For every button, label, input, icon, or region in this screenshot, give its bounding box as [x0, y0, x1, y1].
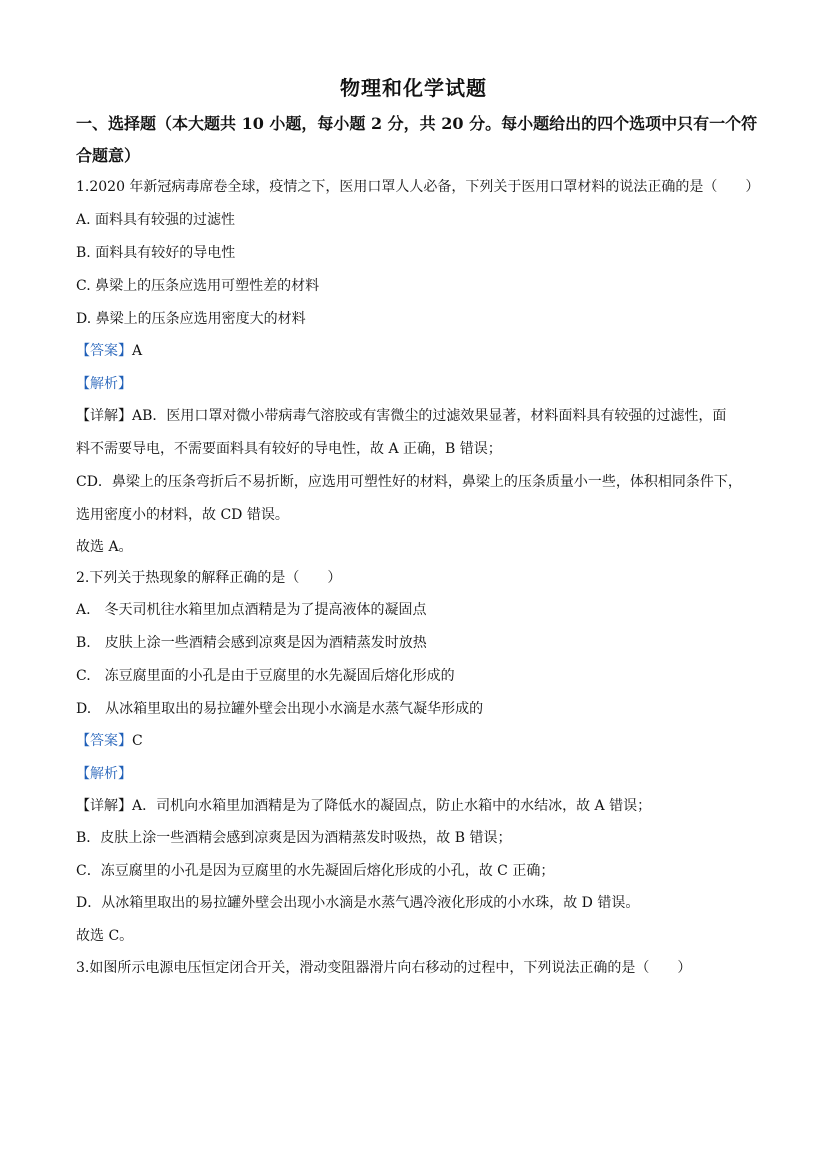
answer-tag: 【答案】 [76, 733, 132, 749]
question-1-option-c: C. 鼻梁上的压条应选用可塑性差的材料 [76, 278, 320, 294]
question-1-option-d: D. 鼻梁上的压条应选用密度大的材料 [76, 311, 306, 327]
question-1-detail-line-1 [76, 406, 760, 426]
question-2-detail-line-1 [76, 796, 760, 816]
question-1-answer [76, 341, 760, 361]
question-2-option-d: D. 从冰箱里取出的易拉罐外壁会出现小水滴是水蒸气凝华形成的 [76, 701, 484, 717]
answer-value: A [132, 343, 143, 359]
question-1-stem: 1.2020 年新冠病毒席卷全球，疫情之下，医用口罩人人必备，下列关于医用口罩材料的说法正确的是（ ） [76, 179, 760, 195]
question-2-stem: 2.下列关于热现象的解释正确的是（ ） [76, 570, 342, 586]
question-2-answer [76, 731, 760, 751]
question-1-analysis-tag: 【解析】 [76, 376, 132, 392]
answer-tag: 【答案】 [76, 343, 132, 359]
detail-text: AB．医用口罩对微小带病毒气溶胶或有害微尘的过滤效果显著，材料面料具有较强的过滤性，面 [132, 408, 727, 424]
question-2-option-a: A. 冬天司机往水箱里加点酒精是为了提高液体的凝固点 [76, 602, 427, 618]
question-1-detail-line-4: 选用密度小的材料，故 CD 错误。 [76, 507, 289, 523]
answer-value: C [132, 733, 143, 749]
detail-tag: 【详解】 [76, 798, 132, 814]
question-2-detail-line-2: B．皮肤上涂一些酒精会感到凉爽是因为酒精蒸发时吸热，故 B 错误； [76, 830, 512, 846]
question-2-analysis-tag: 【解析】 [76, 766, 132, 782]
question-1-detail-line-2: 料不需要导电，不需要面料具有较好的导电性，故 A 正确，B 错误； [76, 441, 502, 457]
section-heading: 一、选择题（本大题共 10 小题，每小题 2 分，共 20 分。每小题给出的四个选项中只有一个符合题意） [76, 114, 758, 165]
detail-tag: 【详解】 [76, 408, 132, 424]
question-1-option-b: B. 面料具有较好的导电性 [76, 245, 236, 261]
question-2-detail-line-3: C．冻豆腐里的小孔是因为豆腐里的水先凝固后熔化形成的小孔，故 C 正确； [76, 863, 555, 879]
question-2-option-b: B. 皮肤上涂一些酒精会感到凉爽是因为酒精蒸发时放热 [76, 635, 427, 651]
question-1-option-a: A. 面料具有较强的过滤性 [76, 212, 236, 228]
question-2-detail-line-4: D．从冰箱里取出的易拉罐外壁会出现小水滴是水蒸气遇冷液化形成的小水珠，故 D 错误。 [76, 895, 640, 911]
question-3-stem: 3.如图所示电源电压恒定闭合开关，滑动变阻器滑片向右移动的过程中，下列说法正确的是（ ） [76, 960, 692, 976]
page-title: 物理和化学试题 [340, 76, 487, 100]
question-1-conclusion: 故选 A。 [76, 539, 133, 555]
question-1-detail-line-3: CD．鼻梁上的压条弯折后不易折断，应选用可塑性好的材料，鼻梁上的压条质量小一些，体积相同条件下， [76, 474, 742, 490]
question-2-option-c: C. 冻豆腐里面的小孔是由于豆腐里的水先凝固后熔化形成的 [76, 668, 455, 684]
question-2-conclusion: 故选 C。 [76, 928, 134, 944]
detail-text: A．司机向水箱里加酒精是为了降低水的凝固点，防止水箱中的水结冰，故 A 错误； [132, 798, 652, 814]
